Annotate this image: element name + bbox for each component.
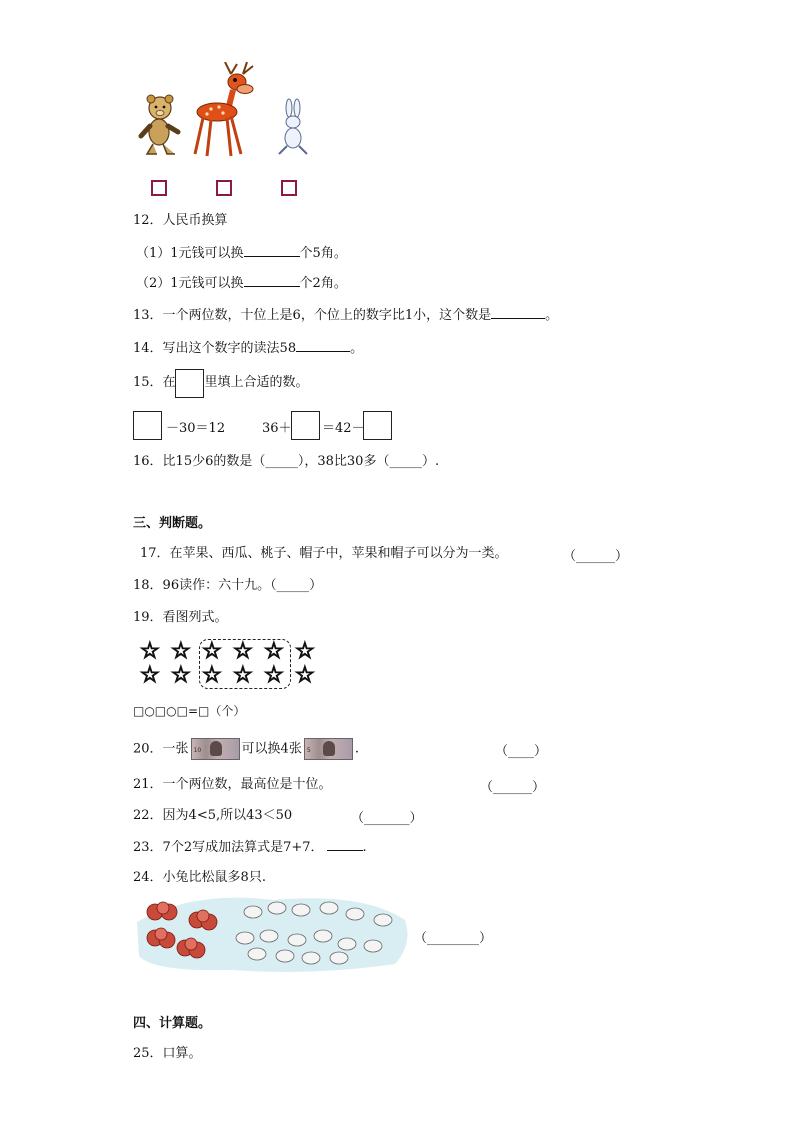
q19-formula: □○□○□=□（个） [133, 704, 246, 718]
q24: 24．小兔比松鼠多8只. [133, 870, 266, 885]
deer-icon [195, 62, 253, 156]
dashed-group-outline [199, 639, 291, 689]
q15-sample-box [175, 369, 204, 398]
q12-blank1[interactable] [244, 244, 300, 257]
star-icon: ☆ [264, 663, 284, 688]
q21-paren[interactable]: （______） [480, 780, 546, 795]
q15-eq2a: 36＋ [262, 421, 292, 436]
answer-box-deer[interactable] [216, 180, 232, 196]
q15-box1[interactable] [133, 411, 162, 440]
bear-icon [141, 95, 178, 154]
q14-blank[interactable] [296, 339, 350, 352]
q13: 13．一个两位数，十位上是6，个位上的数字比1小，这个数是 。 [133, 308, 559, 323]
q12-blank2[interactable] [244, 274, 300, 287]
q17: 17．在苹果、西瓜、桃子、帽子中，苹果和帽子可以分为一类。 [140, 546, 508, 561]
star-icon: ☆ [171, 663, 191, 688]
q20: 20．一张 10 可以换4张 5 . [133, 738, 359, 761]
star-icon: ☆ [202, 663, 222, 688]
q21: 21．一个两位数，最高位是十位。 [133, 777, 332, 792]
star-icon: ☆ [233, 639, 253, 664]
q25: 25．口算。 [133, 1046, 202, 1061]
star-icon: ☆ [140, 663, 160, 688]
q15-title: 15．在 里填上合适的数。 [133, 375, 309, 390]
section4-heading: 四、计算题。 [133, 1016, 212, 1031]
banknote-big-icon: 10 [191, 738, 240, 760]
q22-paren[interactable]: （_______） [351, 811, 423, 826]
q13-blank[interactable] [491, 306, 545, 319]
stars-picture [136, 638, 322, 692]
q12-title: 12．人民币换算 [133, 213, 228, 228]
answer-box-bear[interactable] [151, 180, 167, 196]
squirrels-rabbits-picture [133, 892, 411, 974]
q17-paren[interactable]: （______） [563, 549, 629, 564]
q19-title: 19．看图列式。 [133, 610, 228, 625]
q14: 14．写出这个数字的读法58 。 [133, 341, 364, 356]
banknote-small-icon: 5 [304, 738, 353, 760]
star-icon: ☆ [140, 639, 160, 664]
answer-box-rabbit[interactable] [281, 180, 297, 196]
animals-picture [133, 62, 333, 162]
star-icon: ☆ [233, 663, 253, 688]
star-icon: ☆ [171, 639, 191, 664]
star-icon: ☆ [202, 639, 222, 664]
q23-blank[interactable] [327, 838, 363, 851]
q20-paren[interactable]: （____） [495, 744, 548, 759]
q12-line2: （2）1元钱可以换 个2角。 [136, 276, 347, 291]
q12-line1: （1）1元钱可以换 个5角。 [136, 246, 347, 261]
q16: 16．比15少6的数是（_____），38比30多（_____）. [133, 454, 440, 469]
q24-paren[interactable]: （________） [414, 931, 493, 946]
q15-box2[interactable] [291, 411, 320, 440]
star-icon: ☆ [264, 639, 284, 664]
q23: 23．7个2写成加法算式是7+7． . [133, 840, 367, 855]
section3-heading: 三、判断题。 [133, 516, 212, 531]
rabbit-icon [279, 99, 307, 154]
q15-eq1: －30＝12 [166, 421, 226, 436]
q15-eq2b: ＝42－ [322, 421, 365, 436]
star-icon: ☆ [295, 663, 315, 688]
star-icon: ☆ [295, 639, 315, 664]
q18: 18．96读作：六十九。（_____） [133, 578, 323, 593]
q22: 22．因为4<5,所以43＜50 [133, 808, 293, 823]
q15-box3[interactable] [363, 411, 392, 440]
